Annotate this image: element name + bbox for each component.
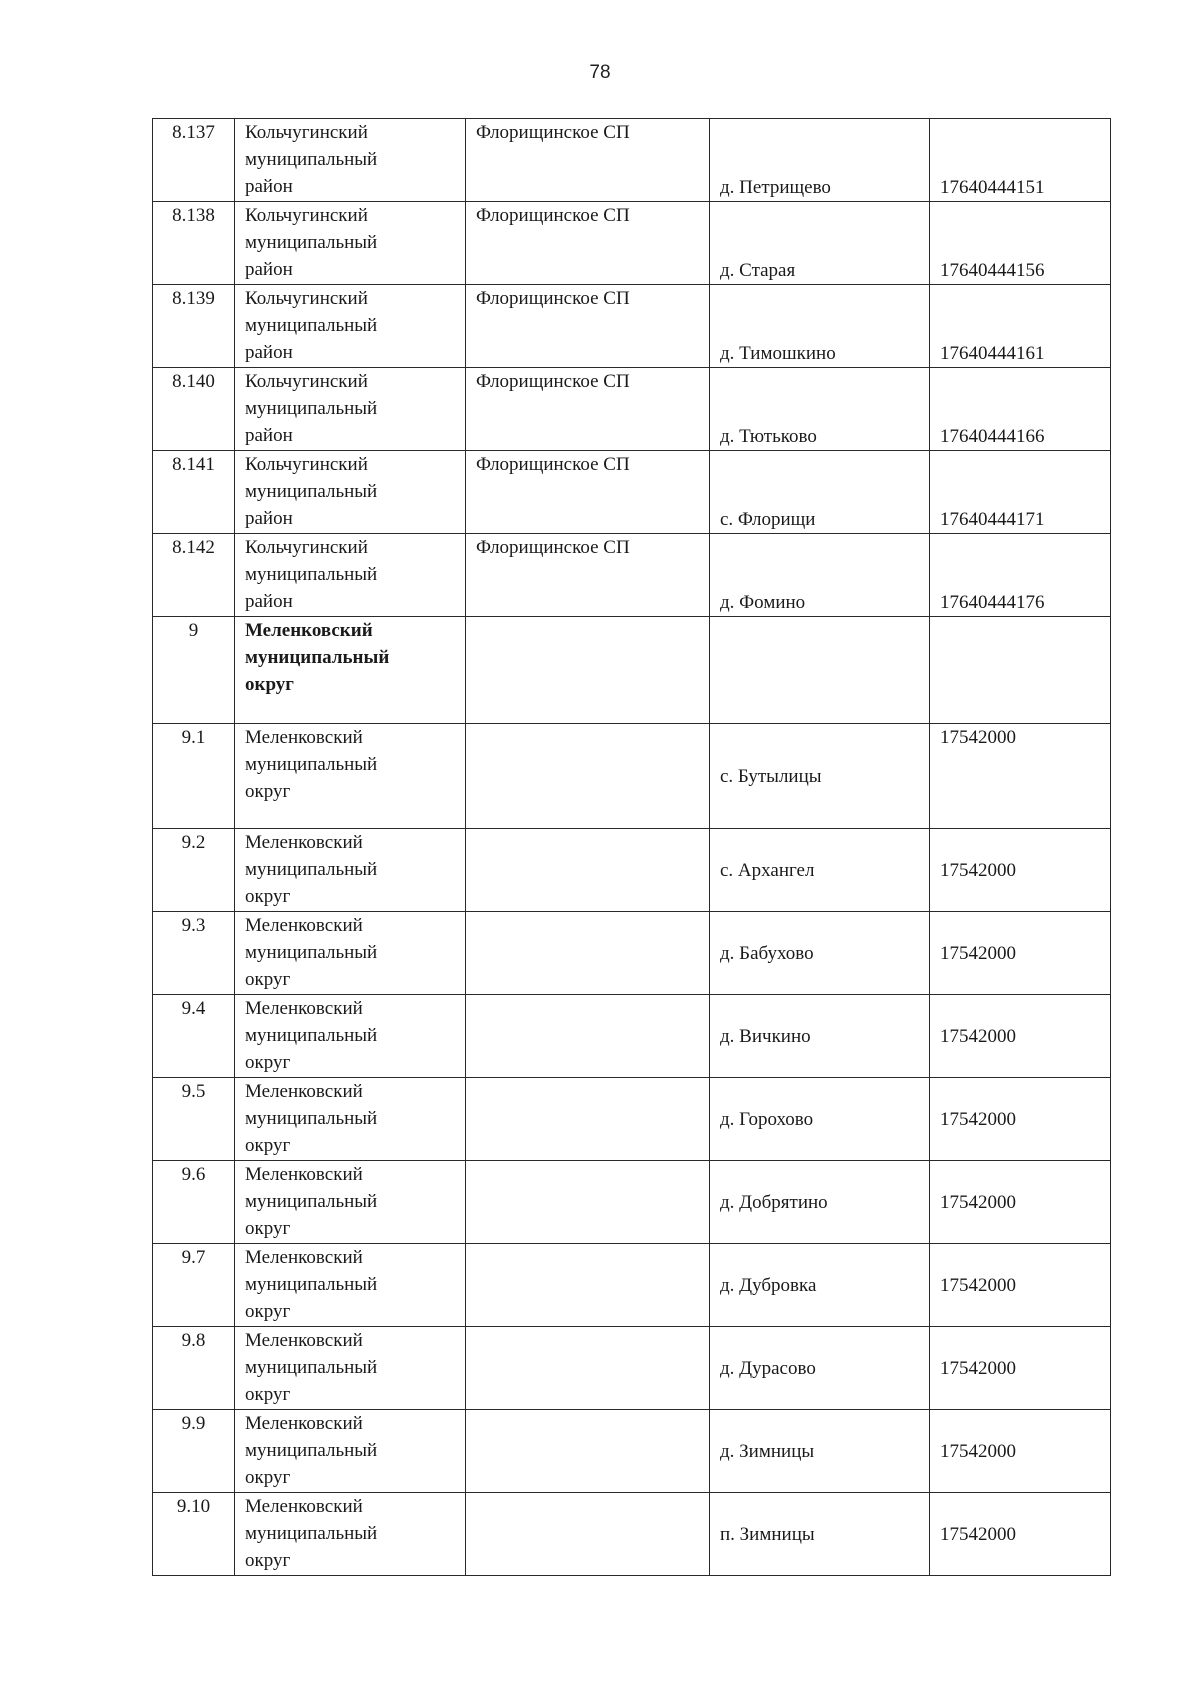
locality-cell: д. Бабухово [710, 912, 930, 995]
locality-cell: д. Старая [710, 202, 930, 285]
settlement-cell: Флорищинское СП [466, 119, 710, 202]
settlement-cell [466, 1078, 710, 1161]
municipality-name-line: муниципальный [245, 398, 378, 419]
table-row [153, 1078, 1111, 1161]
municipality-name-line: район [245, 342, 293, 363]
table-row [153, 724, 1111, 829]
settlement-cell [466, 1327, 710, 1410]
oktmo-code-cell: 17542000 [930, 1410, 1111, 1493]
row-number-cell: 8.142 [153, 534, 235, 617]
row-number-cell: 9.2 [153, 829, 235, 912]
municipality-name-line: район [245, 259, 293, 280]
municipality-name-line: Меленковский [245, 1496, 363, 1517]
municipality-name-line: Меленковский [245, 1247, 363, 1268]
municipality-name-line: муниципальный [245, 1274, 378, 1295]
municipality-name-cell [235, 617, 466, 724]
settlement-cell: Флорищинское СП [466, 368, 710, 451]
table-row [153, 617, 1111, 724]
locality-cell: п. Зимницы [710, 1493, 930, 1576]
settlement-cell [466, 829, 710, 912]
municipality-name-cell [235, 912, 466, 995]
municipality-name-line: округ [245, 1467, 291, 1488]
municipality-name-cell [235, 1161, 466, 1244]
row-number-cell: 9.10 [153, 1493, 235, 1576]
oktmo-code-cell: 17640444156 [930, 202, 1111, 285]
settlement-cell [466, 724, 710, 829]
municipality-name-cell [235, 1327, 466, 1410]
municipality-name-cell [235, 829, 466, 912]
row-number-cell: 9.8 [153, 1327, 235, 1410]
table-row [153, 119, 1111, 202]
settlements-table [152, 118, 1111, 1576]
municipality-name-line: Меленковский [245, 998, 363, 1019]
municipality-name-line: округ [245, 1301, 291, 1322]
municipality-name-line: муниципальный [245, 1108, 378, 1129]
row-number-cell: 9.3 [153, 912, 235, 995]
locality-cell: д. Вичкино [710, 995, 930, 1078]
oktmo-code-cell: 17542000 [930, 724, 1111, 829]
municipality-name-line: район [245, 508, 293, 529]
municipality-name-line: муниципальный [245, 315, 378, 336]
table-row [153, 285, 1111, 368]
locality-cell: д. Дурасово [710, 1327, 930, 1410]
municipality-name-line: Меленковский [245, 727, 363, 748]
municipality-name-line: Меленковский [245, 915, 363, 936]
municipality-name-line: округ [245, 969, 291, 990]
table-row [153, 534, 1111, 617]
oktmo-code-cell: 17542000 [930, 1078, 1111, 1161]
row-number-cell: 9.5 [153, 1078, 235, 1161]
municipality-name-line: муниципальный [245, 942, 378, 963]
settlement-cell: Флорищинское СП [466, 202, 710, 285]
row-number-cell: 9.9 [153, 1410, 235, 1493]
municipality-name-line: Кольчугинский [245, 371, 368, 392]
municipality-name-line: округ [245, 1550, 291, 1571]
oktmo-code-cell: 17542000 [930, 1493, 1111, 1576]
oktmo-code-cell: 17542000 [930, 1244, 1111, 1327]
municipality-name-cell [235, 1078, 466, 1161]
municipality-name-cell [235, 285, 466, 368]
locality-cell: д. Добрятино [710, 1161, 930, 1244]
locality-cell: д. Тютьково [710, 368, 930, 451]
settlement-cell: Флорищинское СП [466, 451, 710, 534]
locality-cell: с. Флорищи [710, 451, 930, 534]
municipality-name-line: муниципальный [245, 232, 378, 253]
municipality-name-line: муниципальный [245, 1191, 378, 1212]
table-row [153, 1493, 1111, 1576]
municipality-name-line: Меленковский [245, 832, 363, 853]
settlement-cell [466, 1493, 710, 1576]
table-row [153, 1410, 1111, 1493]
settlement-cell [466, 1161, 710, 1244]
locality-cell: д. Дубровка [710, 1244, 930, 1327]
municipality-name-line: Меленковский [245, 1164, 363, 1185]
municipality-name-line: Кольчугинский [245, 122, 368, 143]
municipality-name-line: округ [245, 1135, 291, 1156]
oktmo-code-cell: 17640444151 [930, 119, 1111, 202]
settlement-cell [466, 1410, 710, 1493]
oktmo-code-cell: 17542000 [930, 829, 1111, 912]
municipality-name-cell [235, 202, 466, 285]
municipality-name-cell [235, 995, 466, 1078]
oktmo-code-cell [930, 617, 1111, 724]
row-number-cell: 9.6 [153, 1161, 235, 1244]
table-row [153, 368, 1111, 451]
row-number-cell: 8.139 [153, 285, 235, 368]
row-number-cell: 9.1 [153, 724, 235, 829]
table-row [153, 912, 1111, 995]
municipality-name-line: Кольчугинский [245, 537, 368, 558]
oktmo-code-cell: 17542000 [930, 1161, 1111, 1244]
oktmo-code-cell: 17640444171 [930, 451, 1111, 534]
municipality-name-line: район [245, 591, 293, 612]
table-row [153, 1327, 1111, 1410]
municipality-name-line: Меленковский [245, 1081, 363, 1102]
settlement-cell [466, 995, 710, 1078]
table-row [153, 1244, 1111, 1327]
municipality-name-line: район [245, 176, 293, 197]
municipality-name-line: округ [245, 1384, 291, 1405]
oktmo-code-cell: 17542000 [930, 1327, 1111, 1410]
municipality-name-line: муниципальный [245, 754, 378, 775]
municipality-name-line: район [245, 425, 293, 446]
locality-cell: д. Зимницы [710, 1410, 930, 1493]
municipality-name-line: муниципальный [245, 564, 378, 585]
municipality-name-line: округ [245, 1218, 291, 1239]
table-row [153, 829, 1111, 912]
locality-cell: д. Фомино [710, 534, 930, 617]
municipality-name-line: округ [245, 781, 291, 802]
municipality-name-line: Меленковский [245, 1330, 363, 1351]
table-row [153, 451, 1111, 534]
oktmo-code-cell: 17542000 [930, 912, 1111, 995]
row-number-cell: 8.140 [153, 368, 235, 451]
municipality-name-line: округ [245, 674, 294, 695]
municipality-name-cell [235, 451, 466, 534]
table-row [153, 202, 1111, 285]
municipality-name-line: муниципальный [245, 1357, 378, 1378]
municipality-name-line: Меленковский [245, 1413, 363, 1434]
municipality-name-cell [235, 368, 466, 451]
municipality-name-cell [235, 119, 466, 202]
settlement-cell: Флорищинское СП [466, 534, 710, 617]
settlement-cell [466, 617, 710, 724]
municipality-name-cell [235, 534, 466, 617]
municipality-name-line: муниципальный [245, 1025, 378, 1046]
locality-cell: д. Петрищево [710, 119, 930, 202]
municipality-name-line: муниципальный [245, 647, 390, 668]
locality-cell: д. Горохово [710, 1078, 930, 1161]
row-number-cell: 9.4 [153, 995, 235, 1078]
locality-cell [710, 617, 930, 724]
locality-cell: с. Бутылицы [710, 724, 930, 829]
municipality-name-line: Меленковский [245, 620, 373, 641]
row-number-cell: 9.7 [153, 1244, 235, 1327]
oktmo-code-cell: 17542000 [930, 995, 1111, 1078]
municipality-name-line: муниципальный [245, 481, 378, 502]
table-body [153, 119, 1111, 1576]
row-number-cell: 9 [153, 617, 235, 724]
municipality-name-line: округ [245, 1052, 291, 1073]
municipality-name-line: муниципальный [245, 149, 378, 170]
row-number-cell: 8.137 [153, 119, 235, 202]
oktmo-code-cell: 17640444176 [930, 534, 1111, 617]
locality-cell: д. Тимошкино [710, 285, 930, 368]
settlement-cell [466, 912, 710, 995]
oktmo-code-cell: 17640444166 [930, 368, 1111, 451]
municipality-name-cell [235, 724, 466, 829]
municipality-name-line: Кольчугинский [245, 454, 368, 475]
settlement-cell: Флорищинское СП [466, 285, 710, 368]
oktmo-code-cell: 17640444161 [930, 285, 1111, 368]
locality-cell: с. Архангел [710, 829, 930, 912]
table-row [153, 1161, 1111, 1244]
table-row [153, 995, 1111, 1078]
municipality-name-cell [235, 1493, 466, 1576]
municipality-name-line: муниципальный [245, 859, 378, 880]
settlement-cell [466, 1244, 710, 1327]
municipality-name-line: Кольчугинский [245, 288, 368, 309]
municipality-name-cell [235, 1244, 466, 1327]
municipality-name-line: Кольчугинский [245, 205, 368, 226]
row-number-cell: 8.138 [153, 202, 235, 285]
municipality-name-cell [235, 1410, 466, 1493]
municipality-name-line: округ [245, 886, 291, 907]
municipality-name-line: муниципальный [245, 1523, 378, 1544]
page-number: 78 [589, 62, 611, 83]
municipality-name-line: муниципальный [245, 1440, 378, 1461]
row-number-cell: 8.141 [153, 451, 235, 534]
